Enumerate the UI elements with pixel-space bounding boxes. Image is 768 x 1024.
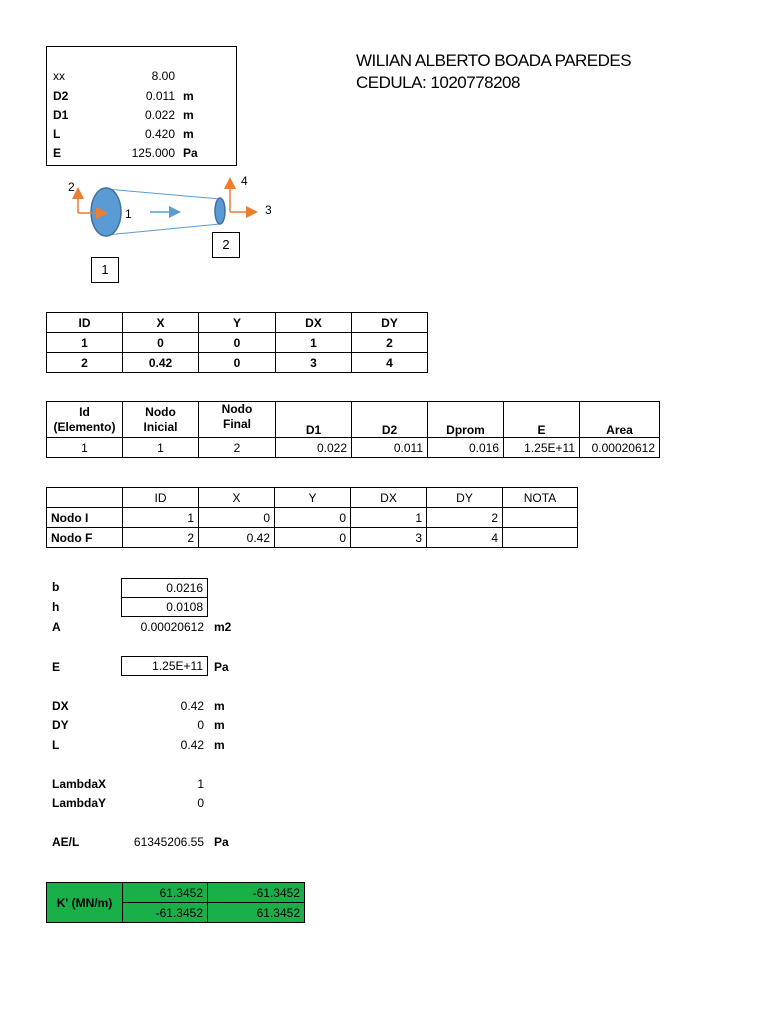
table-row: 1 0 0 1 2 xyxy=(47,333,428,353)
table-header-row: ID X Y DX DY NOTA xyxy=(47,488,578,508)
dx-label: DX xyxy=(52,699,69,713)
a-label: A xyxy=(52,620,61,634)
dx-unit: m xyxy=(214,699,225,713)
taper-top-line xyxy=(106,189,220,199)
matrix-cell: -61.3452 xyxy=(208,883,305,903)
b-value: 0.0216 xyxy=(121,578,208,598)
h-value: 0.0108 xyxy=(121,597,208,617)
table-row: Nodo I 1 0 0 1 2 xyxy=(47,508,578,528)
stiffness-label: K' (MN/m) xyxy=(47,883,123,923)
node-detail-table xyxy=(46,487,578,548)
lambdax-value: 1 xyxy=(197,777,204,791)
ael-unit: Pa xyxy=(214,835,229,849)
table-row: Nodo F 2 0.42 0 3 4 xyxy=(47,528,578,548)
e-value: 1.25E+11 xyxy=(121,656,208,676)
element-table xyxy=(46,401,660,458)
dy-value: 0 xyxy=(197,718,204,732)
cedula: CEDULA: 1020778208 xyxy=(356,73,520,92)
e-unit: Pa xyxy=(214,660,229,674)
lambday-value: 0 xyxy=(197,796,204,810)
node2-box: 2 xyxy=(212,232,240,258)
table-header-row: Id (Elemento) Nodo Inicial Nodo Final D1 D2 Dprom E Area xyxy=(47,402,660,438)
node2-section xyxy=(215,198,225,224)
lambdax-label: LambdaX xyxy=(52,777,107,791)
matrix-cell: -61.3452 xyxy=(123,903,208,923)
nodes-table xyxy=(46,312,428,373)
table-header-row: ID X Y DX DY xyxy=(47,313,428,333)
e-label: E xyxy=(52,660,61,674)
l-label: L xyxy=(52,738,60,752)
element-diagram xyxy=(60,170,300,260)
dx-value: 0.42 xyxy=(180,699,204,713)
taper-bottom-line xyxy=(106,224,220,235)
node1-section xyxy=(91,188,121,236)
ael-label: AE/L xyxy=(52,835,80,849)
ael-value: 61345206.55 xyxy=(133,835,204,849)
table-row: 1 1 2 0.022 0.011 0.016 1.25E+11 0.00020612 xyxy=(47,438,660,458)
matrix-row xyxy=(47,883,305,903)
h-label: h xyxy=(52,600,60,614)
l-value: 0.42 xyxy=(180,738,204,752)
l-unit: m xyxy=(214,738,225,752)
params-box: xx 8.00 D2 0.011 m D1 0.022 m L 0.420 m E 125.000 Pa xyxy=(46,46,237,166)
lambday-label: LambdaY xyxy=(52,796,107,810)
matrix-cell: 61.3452 xyxy=(123,883,208,903)
dof4-label: 4 xyxy=(241,174,248,188)
author-name: WILIAN ALBERTO BOADA PAREDES xyxy=(356,51,632,70)
matrix-cell: 61.3452 xyxy=(208,903,305,923)
node1-box: 1 xyxy=(91,257,119,283)
table-row: 2 0.42 0 3 4 xyxy=(47,353,428,373)
a-unit: m2 xyxy=(214,620,232,634)
b-label: b xyxy=(52,580,60,594)
a-value: 0.00020612 xyxy=(140,620,204,634)
dy-unit: m xyxy=(214,718,225,732)
dof3-label: 3 xyxy=(265,203,272,217)
dof1-label: 1 xyxy=(125,207,132,221)
dof2-label: 2 xyxy=(68,180,75,194)
dy-label: DY xyxy=(52,718,69,732)
stiffness-matrix xyxy=(46,882,305,923)
